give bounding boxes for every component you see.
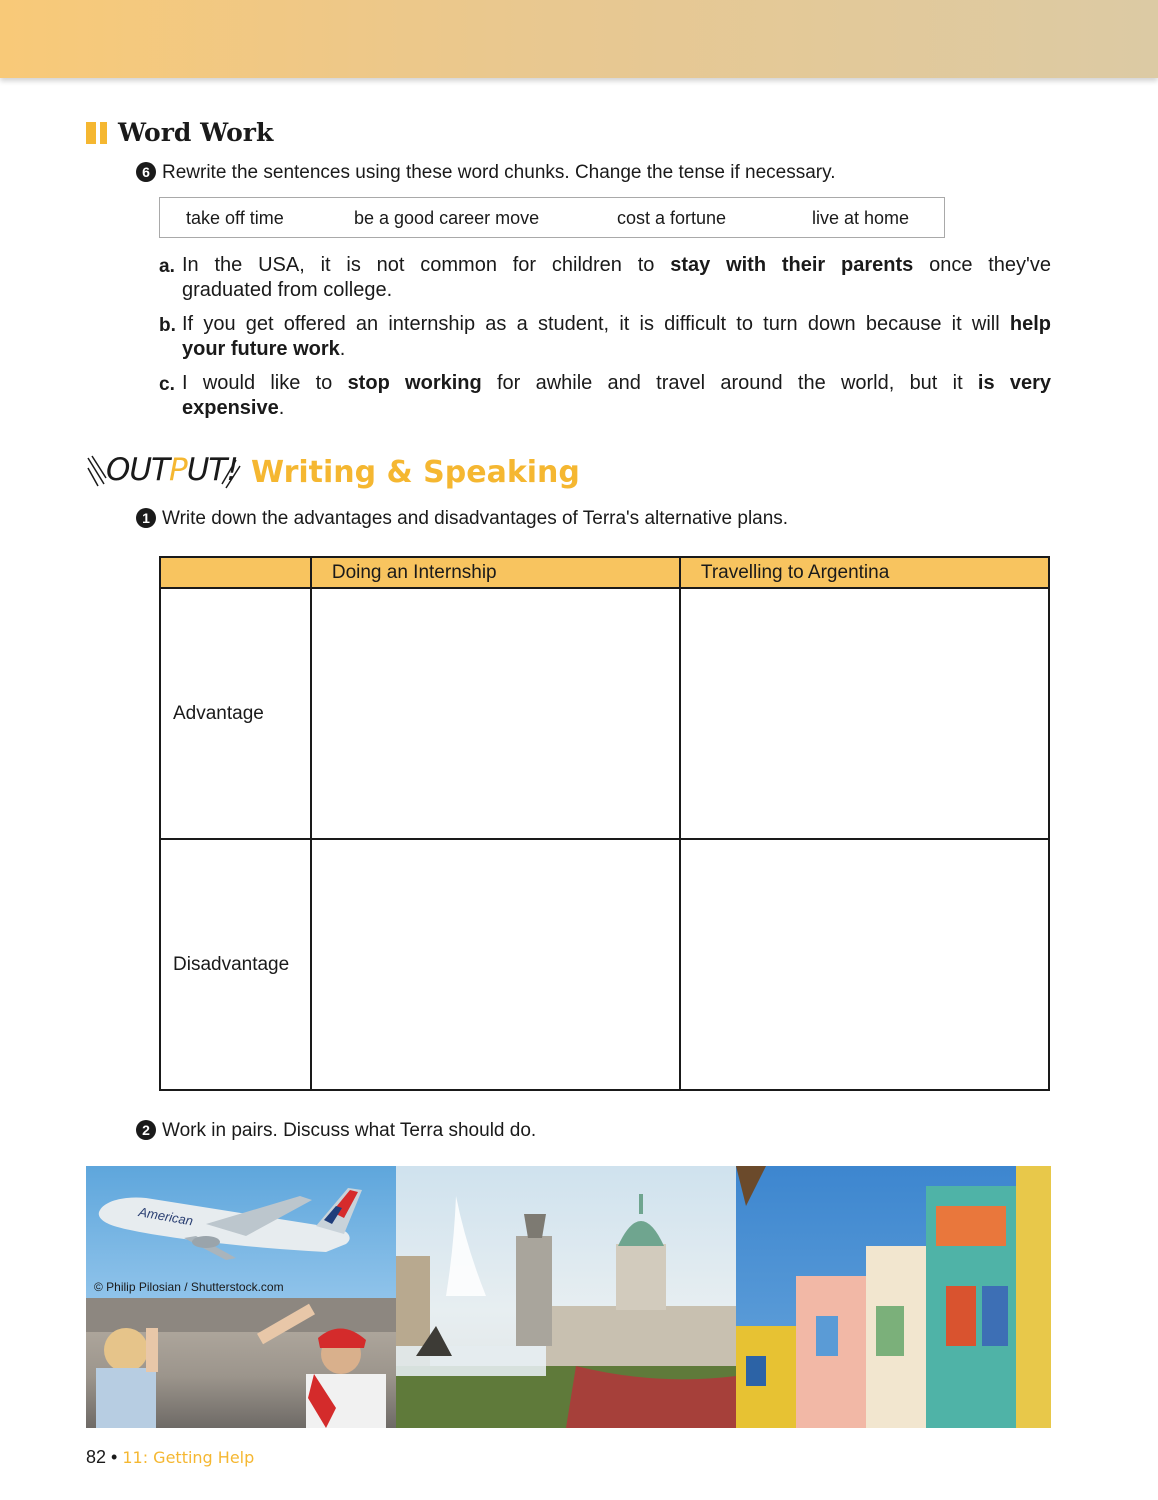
table-header-cell: Doing an Internship — [311, 557, 680, 588]
section-marker-icon — [86, 122, 110, 144]
output-logo: OUTPUT! — [86, 448, 246, 494]
sentence-b: b. If you get offered an internship as a student, it is difficult to turn down because it will help your future work. — [159, 313, 1051, 360]
photo-strip — [86, 1166, 1051, 1428]
chunk-item: be a good career move — [354, 208, 540, 228]
writing-speaking-title: Writing & Speaking — [251, 455, 580, 490]
word-chunk-box — [159, 197, 945, 238]
photo-credit: © Philip Pilosian / Shutterstock.com — [94, 1280, 284, 1294]
answer-cell[interactable] — [680, 588, 1049, 839]
table-header-row — [160, 557, 1049, 588]
page-footer: 82 • 11: Getting Help — [86, 1447, 255, 1467]
svg-text:American: American — [137, 1204, 195, 1229]
exercise-number-2: 2 — [136, 1120, 156, 1140]
chunk-item: cost a fortune — [617, 208, 727, 228]
colorful-houses-photo — [736, 1166, 1051, 1428]
chunk-item: take off time — [186, 208, 284, 228]
output-instruction-2: 2 Work in pairs. Discuss what Terra should do. — [136, 1120, 536, 1142]
chunk-item: live at home — [812, 208, 910, 228]
table-header-cell — [160, 557, 311, 588]
congress-fountain-photo — [396, 1166, 736, 1428]
word-work-title: Word Work — [118, 118, 274, 147]
table-header-cell: Travelling to Argentina — [680, 557, 1049, 588]
top-banner — [0, 0, 1158, 78]
table-row — [160, 588, 1049, 839]
table-row — [160, 839, 1049, 1090]
cabin-crew-photo — [86, 1298, 396, 1428]
exercise-number-1: 1 — [136, 508, 156, 528]
chapter-title: 11: Getting Help — [122, 1448, 255, 1467]
airplane-icon — [86, 1166, 396, 1298]
row-label-advantage: Advantage — [160, 588, 311, 839]
sentence-c: c. I would like to stop working for awhile and travel around the world, but it is very expensive. — [159, 372, 1051, 419]
page-number: 82 — [86, 1447, 107, 1467]
answer-cell[interactable] — [311, 839, 680, 1090]
airplane-photo — [86, 1166, 396, 1298]
answer-cell[interactable] — [680, 839, 1049, 1090]
advantages-table — [159, 556, 1050, 1091]
sentence-a: a. In the USA, it is not common for children to stay with their parents once they've graduated from college. — [159, 254, 1051, 301]
output-instruction-1: 1 Write down the advantages and disadvantages of Terra's alternative plans. — [136, 508, 788, 530]
exercise-number-6: 6 — [136, 162, 156, 182]
answer-cell[interactable] — [311, 588, 680, 839]
row-label-disadvantage: Disadvantage — [160, 839, 311, 1090]
word-work-instruction: 6 Rewrite the sentences using these word chunks. Change the tense if necessary. — [136, 162, 835, 184]
